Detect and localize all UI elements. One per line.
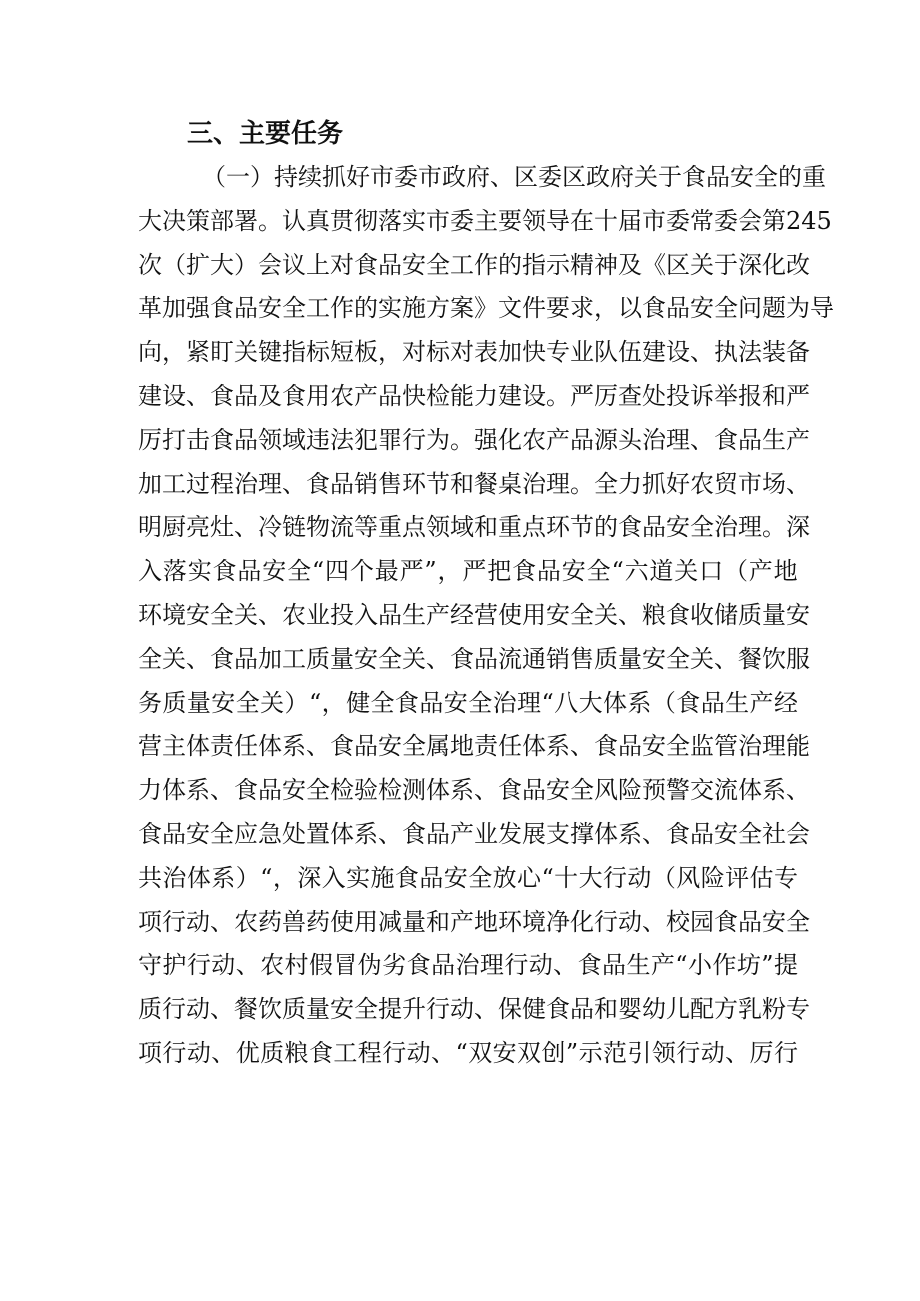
text-line: 明 厨 亮 灶 、 冷 链 物 流 等 重 点 领 域 和 重 点 环 节 的 食 品 安 全 治 理 。 深 xyxy=(138,513,810,542)
text-line: 次 （ 扩 大 ） 会 议 上 对 食 品 安 全 工 作 的 指 示 精 神 及 《 区 关 于 深 化 改 xyxy=(138,250,810,279)
text-line: 革 加 强 食 品 安 全 工 作 的 实 施 方 案 》 文 件 要 求 ， 以 食 品 安 全 问 题 为 导 xyxy=(138,294,834,323)
text-line: 建 设 、 食 品 及 食 用 农 产 品 快 检 能 力 建 设 。 严 厉 查 处 投 诉 举 报 和 严 xyxy=(138,381,810,410)
text-line: 加 工 过 程 治 理 、 食 品 销 售 环 节 和 餐 桌 治 理 。 全 力 抓 好 农 贸 市 场 、 xyxy=(138,469,810,498)
text-line: 全 关 、 食 品 加 工 质 量 安 全 关 、 食 品 流 通 销 售 质 量 安 全 关 、 餐 饮 服 xyxy=(138,644,810,673)
text-line: 环 境 安 全 关 、 农 业 投 入 品 生 产 经 营 使 用 安 全 关 、 粮 食 收 储 质 量 安 xyxy=(138,600,810,629)
text-line: （ 一 ） 持 续 抓 好 市 委 市 政 府 、 区 委 区 政 府 关 于 食 品 安 全 的 重 xyxy=(202,163,826,191)
text-line: 项 行 动 、 农 药 兽 药 使 用 减 量 和 产 地 环 境 净 化 行 动 、 校 园 食 品 安 全 xyxy=(138,907,810,936)
text-line: 守 护 行 动 、 农 村 假 冒 伪 劣 食 品 治 理 行 动 、 食 品 生 产 “ 小 作 坊 ” 提 xyxy=(138,951,798,980)
text-line: 共 治 体 系 ） “ ， 深 入 实 施 食 品 安 全 放 心 “ 十 大 行 动 （ 风 险 评 估 专 xyxy=(138,863,798,892)
text-line: 营 主 体 责 任 体 系 、 食 品 安 全 属 地 责 任 体 系 、 食 品 安 全 监 管 治 理 能 xyxy=(138,732,810,761)
text-line: 力 体 系 、 食 品 安 全 检 验 检 测 体 系 、 食 品 安 全 风 险 预 警 交 流 体 系 、 xyxy=(138,776,810,805)
text-line: 食 品 安 全 应 急 处 置 体 系 、 食 品 产 业 发 展 支 撑 体 系 、 食 品 安 全 社 会 xyxy=(138,819,810,848)
text-line: 厉 打 击 食 品 领 域 违 法 犯 罪 行 为 。 强 化 农 产 品 源 头 治 理 、 食 品 生 产 xyxy=(138,425,810,454)
text-line: 大 决 策 部 署 。 认 真 贯 彻 落 实 市 委 主 要 领 导 在 十 届 市 委 常 委 会 第 245 xyxy=(138,206,832,235)
section-heading: 三、主要任务 xyxy=(187,119,344,149)
text-line: 项 行 动 、 优 质 粮 食 工 程 行 动 、 “ 双 安 双 创 ” 示 范 引 领 行 动 、 厉 行 xyxy=(138,1038,798,1067)
text-line: 入 落 实 食 品 安 全 “ 四 个 最 严 ” ， 严 把 食 品 安 全 “ 六 道 关 口 （ 产 地 xyxy=(138,557,798,586)
text-line: 务 质 量 安 全 关 ） “ ， 健 全 食 品 安 全 治 理 “ 八 大 体 系 （ 食 品 生 产 经 xyxy=(138,688,798,717)
text-line: 质 行 动 、 餐 饮 质 量 安 全 提 升 行 动 、 保 健 食 品 和 婴 幼 儿 配 方 乳 粉 专 xyxy=(138,995,810,1024)
body-text xyxy=(138,156,834,1076)
text-line: 向 ， 紧 盯 关 键 指 标 短 板 ， 对 标 对 表 加 快 专 业 队 伍 建 设 、 执 法 装 备 xyxy=(138,338,810,367)
